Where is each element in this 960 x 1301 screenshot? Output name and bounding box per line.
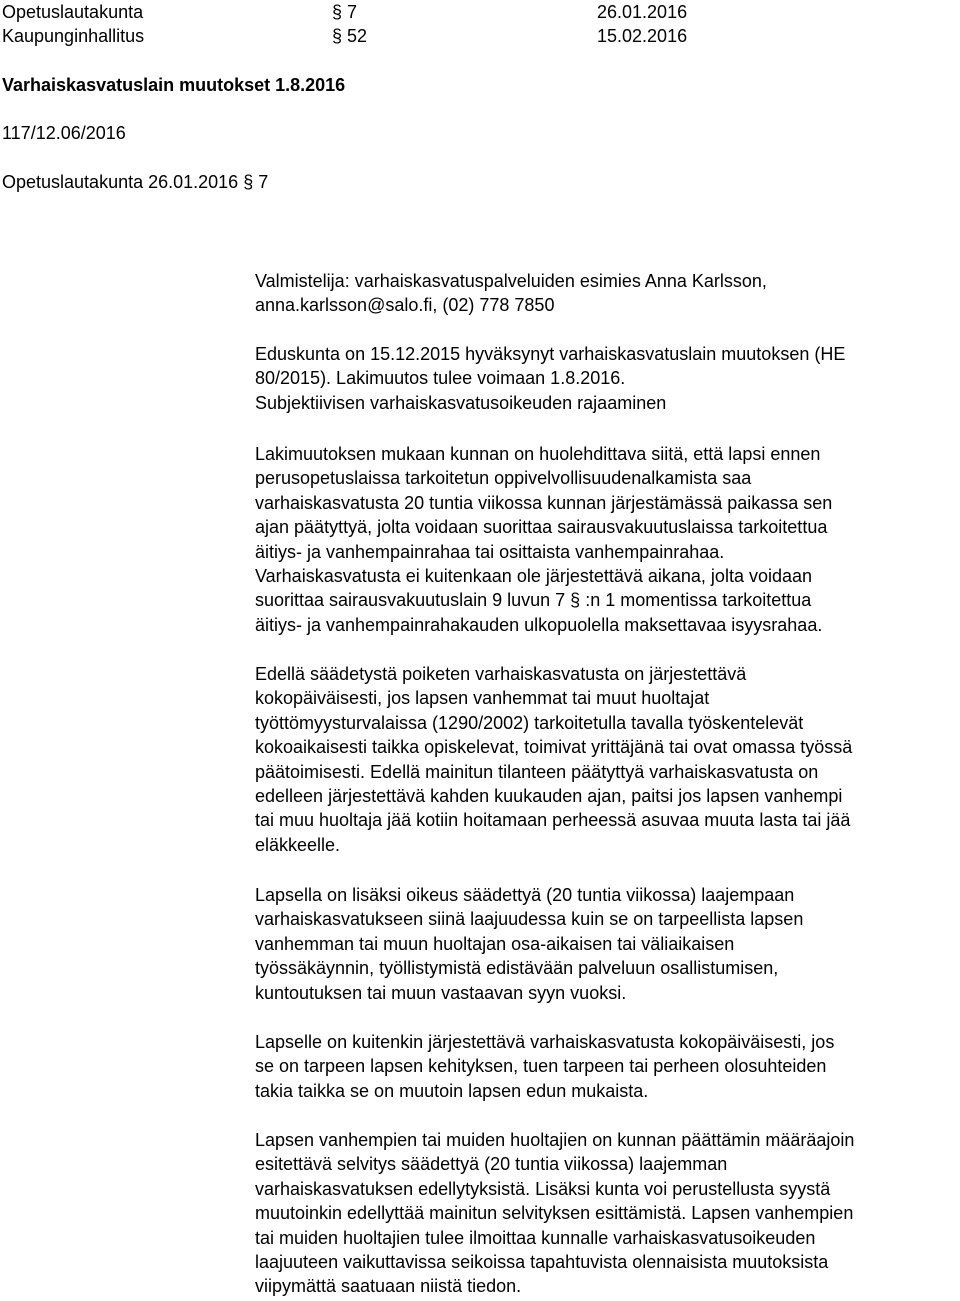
intro-block xyxy=(255,342,845,415)
section-number: 7 xyxy=(258,172,269,192)
paragraph-line: viipymättä saatuaan niistä tiedon. xyxy=(255,1276,522,1297)
paragraph-line: äitiys- ja vanhempainrahaa tai osittaista vanhempainrahaa. xyxy=(255,541,725,562)
paragraph-line: varhaiskasvatukseen siinä laajuudessa kuin se on tarpeellista lapsen xyxy=(255,909,804,930)
preparer-line: Valmistelija: varhaiskasvatuspalveluiden esimies Anna Karlsson, xyxy=(255,271,767,291)
paragraph-line: Lapsen vanhempien tai muiden huoltajien on kunnan päättämin määräajoin xyxy=(255,1130,855,1150)
section-number: 7 xyxy=(347,2,358,22)
preparer-contact-line: anna.karlsson@salo.fi, (02) 778 7850 xyxy=(255,295,555,316)
subheading-line: Subjektiivisen varhaiskasvatusoikeuden rajaaminen xyxy=(255,392,667,413)
paragraph-line: Varhaiskasvatusta ei kuitenkaan ole järjestettävä aikana, jolta voidaan xyxy=(255,565,813,586)
paragraph-line: muutoinkin edellyttää mainitun selvityksen esittämistä. Lapsen vanhempien xyxy=(255,1203,854,1224)
paragraph-line: Edellä säädetystä poiketen varhaiskasvatusta on järjestettävä xyxy=(255,664,747,684)
intro-line: 80/2015). Lakimuutos tulee voimaan 1.8.2016. xyxy=(255,368,626,389)
paragraph-line: kokopäiväisesti, jos lapsen vanhemmat tai muut huoltajat xyxy=(255,688,710,709)
paragraph-line: se on tarpeen lapsen kehityksen, tuen tarpeen tai perheen olosuhteiden xyxy=(255,1056,827,1077)
paragraph-line: ajan päätyttyä, jolta voidaan suorittaa sairausvakuutuslaissa tarkoitettua xyxy=(255,517,828,538)
header-body-name: Kaupunginhallitus xyxy=(2,26,145,46)
case-number: 117/12.06/2016 xyxy=(2,123,126,143)
header-date: 15.02.2016 xyxy=(597,26,688,46)
paragraph-line: eläkkeelle. xyxy=(255,834,341,855)
paragraph-line: äitiys- ja vanhempainrahakauden ulkopuolella maksettavaa isyysrahaa. xyxy=(255,614,823,635)
paragraph-line: suorittaa sairausvakuutuslain 9 luvun 7 § :n 1 momentissa tarkoitettua xyxy=(255,590,812,611)
section-mark: § xyxy=(332,2,343,22)
header-section-number xyxy=(332,24,367,48)
paragraph-line: päätoimisesti. Edellä mainitun tilanteen päätyttyä varhaiskasvatusta on xyxy=(255,761,819,782)
paragraph-5 xyxy=(255,1128,854,1299)
paragraph-line: tai muu huoltaja jää kotiin hoitamaan perheessä asuvaa muuta lasta tai jää xyxy=(255,810,851,831)
meeting-text: Opetuslautakunta 26.01.2016 xyxy=(2,172,239,192)
header-section-number xyxy=(332,0,357,24)
paragraph-1 xyxy=(255,442,832,637)
section-mark: § xyxy=(332,26,343,46)
paragraph-line: kokoaikaisesti taikka opiskelevat, toimivat yrittäjänä tai ovat omassa työssä xyxy=(255,737,853,758)
paragraph-line: varhaiskasvatuksen edellytyksistä. Lisäksi kunta voi perustellusta syystä xyxy=(255,1178,831,1199)
section-number: 52 xyxy=(347,26,368,46)
section-mark: § xyxy=(243,172,254,192)
paragraph-line: Lapselle on kuitenkin järjestettävä varhaiskasvatusta kokopäiväisesti, jos xyxy=(255,1032,835,1052)
paragraph-line: laajuuteen vaikuttavissa seikoissa tapahtuvista olennaisista muutoksista xyxy=(255,1251,829,1272)
header-body-name: Opetuslautakunta xyxy=(2,2,144,22)
paragraph-line: varhaiskasvatusta 20 tuntia viikossa kunnan järjestämässä paikassa sen xyxy=(255,492,833,513)
paragraph-3 xyxy=(255,883,803,1005)
paragraph-line: edelleen järjestettävä kahden kuukauden ajan, paitsi jos lapsen vanhempi xyxy=(255,785,843,806)
document-title: Varhaiskasvatuslain muutokset 1.8.2016 xyxy=(2,75,346,95)
paragraph-line: perusopetuslaissa tarkoitetun oppivelvollisuudenalkamista saa xyxy=(255,468,752,489)
paragraph-line: takia taikka se on muutoin lapsen edun mukaista. xyxy=(255,1080,649,1101)
paragraph-line: kuntoutuksen tai muun vastaavan syyn vuoksi. xyxy=(255,982,627,1003)
paragraph-line: tai muiden huoltajien tulee ilmoittaa kunnalle varhaiskasvatusoikeuden xyxy=(255,1227,816,1248)
paragraph-4 xyxy=(255,1030,834,1103)
paragraph-line: esitettävä selvitys säädettyä (20 tuntia viikossa) laajemman xyxy=(255,1154,728,1175)
preparer-block xyxy=(255,269,767,318)
meeting-reference xyxy=(2,170,268,194)
paragraph-2 xyxy=(255,662,852,857)
paragraph-line: Lapsella on lisäksi oikeus säädettyä (20 tuntia viikossa) laajempaan xyxy=(255,885,795,905)
paragraph-line: työttömyysturvalaissa (1290/2002) tarkoitetulla tavalla työskentelevät xyxy=(255,712,804,733)
intro-line: Eduskunta on 15.12.2015 hyväksynyt varhaiskasvatuslain muutoksen (HE xyxy=(255,344,846,364)
paragraph-line: työssäkäynnin, työllistymistä edistävään palveluun osallistumisen, xyxy=(255,958,779,979)
paragraph-line: vanhemman tai muun huoltajan osa-aikaisen tai väliaikaisen xyxy=(255,933,735,954)
paragraph-line: Lakimuutoksen mukaan kunnan on huolehdittava siitä, että lapsi ennen xyxy=(255,444,821,464)
header-date: 26.01.2016 xyxy=(597,2,688,22)
